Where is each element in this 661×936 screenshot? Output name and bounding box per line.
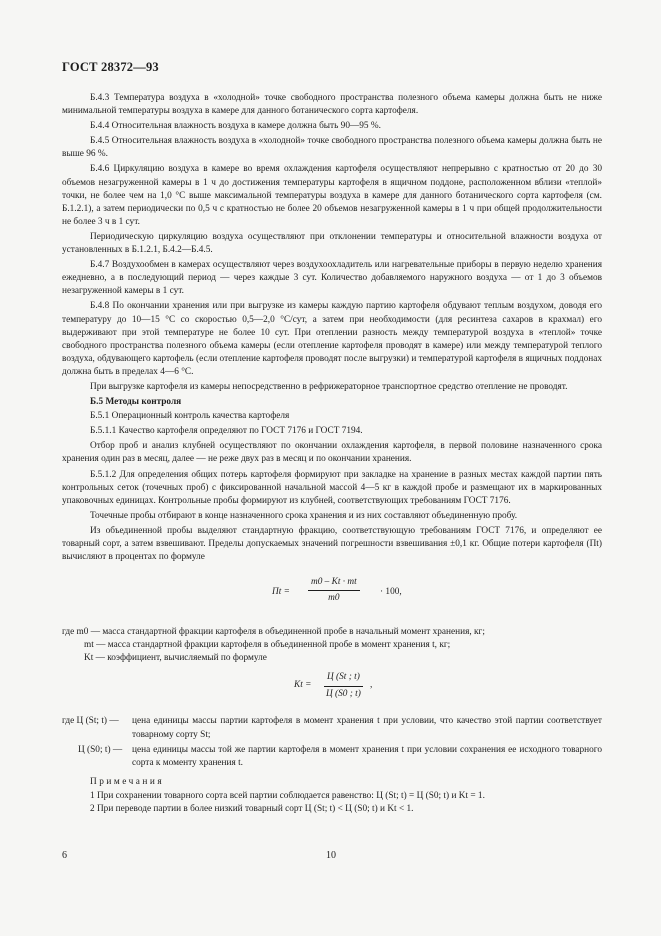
definition-line: Kt — коэффициент, вычисляемый по формуле	[84, 653, 267, 664]
where-block-2	[62, 715, 602, 769]
note-item: 1 При сохранении товарного сорта всей партии соблюдается равенство: Ц (St; t) = Ц (S0; t) и Kt = 1.	[90, 790, 485, 801]
page-body	[62, 92, 602, 816]
definition-symbol: где Ц (St; t) —	[62, 716, 119, 727]
formula-lhs: Пt =	[272, 587, 290, 598]
formula-fraction	[308, 576, 360, 605]
note-item: 2 При переводе партии в более низкий товарный сорт Ц (St; t) < Ц (S0; t) и Kt < 1.	[90, 804, 414, 815]
paragraph: Б.4.7 Воздухообмен в камерах осуществляют через воздухоохладитель или нагревательные приборы в первую неделю хранения ежедневно, а в последующий период — через каждые 3 сут. Количество добавляемого наружного воздуха — от 1 до 3 объемов незагруженной камеры в 1 сут.	[62, 260, 602, 297]
paragraph: Периодическую циркуляцию воздуха осуществляют при отклонении температуры и относительной влажности воздуха от установленных в Б.1.2.1, Б.4.2—Б.4.5.	[62, 231, 602, 256]
formula-numerator: m0 – Kt · mt	[308, 576, 360, 591]
definition-line: где m0 — масса стандартной фракции картофеля в объединенной пробе в начальный момент хранения, кг;	[62, 627, 485, 638]
paragraph: Б.4.4 Относительная влажность воздуха в камере должна быть 90—95 %.	[90, 121, 381, 132]
definition-line	[62, 744, 602, 770]
formula-coefficient	[62, 669, 602, 705]
paragraph: Точечные пробы отбирают в конце назначенного срока хранения и из них составляют объединенную пробу.	[90, 510, 518, 521]
paragraph: Б.4.3 Температура воздуха в «холодной» точке свободного пространства полезного объема камеры должна быть не ниже минимальной температуры воздуха в камере для данного ботанического сорта картофеля.	[62, 93, 602, 117]
formula-tail: · 100,	[380, 587, 402, 598]
document-header: ГОСТ 28372—93	[62, 60, 159, 74]
notes-title: Примечания	[90, 776, 165, 787]
definition-text: цена единицы массы той же партии картофеля в момент хранения t при условии сохранения ее исходного товарного сорта к моменту хранения t.	[132, 744, 602, 768]
paragraph: Б.4.8 По окончании хранения или при выгрузке из камеры каждую партию картофеля обдувают теплым воздухом, доводя его температуру до 10—15 °С со скоростью 0,5—2,0 °С/сут, а затем при необходимости (для ресинтеза сахаров в крахмал) его выдерживают при этой температуре не более 10 сут. При отеплении разность между температурой воздуха в «теплой» точке свободного пространства полезного объема камеры (если отепление картофеля проводят в камере) или между температурой теплого воздуха, обдувающего картофель (если отепление картофеля проводят после выгрузки) и температурой картофеля в ящичных поддонах должна быть в пределах 4—6 °С.	[62, 301, 602, 377]
formula-denominator: Ц (S0 ; t)	[325, 688, 361, 699]
paragraph: Из объединенной пробы выделяют стандартную фракцию, соответствующую требованиям ГОСТ 7176, и определяют ее товарный сорт, а затем взвешивают. Пределы допускаемых значений погрешности взвешивания ±0,1 кг. Общие потери картофеля (Пt) вычисляют в процентах по формуле	[62, 525, 602, 563]
paragraph: Б.4.5 Относительная влажность воздуха в «холодной» точке свободного пространства полезного объема камеры должна быть не выше 96 %.	[62, 136, 602, 160]
page-number-left: 6	[62, 850, 67, 861]
paragraph: Б.5.1.2 Для определения общих потерь картофеля формируют при закладке на хранение в разных местах каждой партии пять контрольных сеток (точечных проб) с фиксированной начальной массой 4—5 кг в каждой пробе и размещают их в маркированных упаковочных единицах. Контрольные пробы формируют из клубней, соответствующих требованиям ГОСТ 7176.	[62, 469, 602, 506]
definition-line: mt — масса стандартной фракции картофеля в объединенной пробе в момент хранения t, кг;	[84, 640, 451, 651]
formula-tail: ,	[370, 680, 373, 691]
paragraph: При выгрузке картофеля из камеры непосредственно в рефрижераторное транспортное средство отепление не проводят.	[90, 381, 568, 392]
formula-denominator: m0	[328, 593, 340, 604]
formula-lhs: Kt =	[294, 680, 312, 691]
paragraph: Отбор проб и анализ клубней осуществляют по окончании охлаждения картофеля, в первой половине назначенного срока хранения один раз в месяц, далее — не реже двух раз в месяц и по окончании хранения.	[62, 441, 602, 465]
formula-numerator: Ц (St ; t)	[324, 671, 363, 686]
definition-text: цена единицы массы партии картофеля в момент хранения t при условии, что качество этой партии соответствует товарному сорту St;	[132, 716, 602, 740]
page-number-center: 10	[326, 850, 336, 861]
formula-fraction	[324, 671, 363, 700]
formula-losses	[62, 572, 602, 618]
paragraph: Б.5.1.1 Качество картофеля определяют по ГОСТ 7176 и ГОСТ 7194.	[90, 426, 363, 437]
definition-line	[62, 715, 602, 741]
where-block-1	[62, 626, 602, 665]
paragraph: Б.4.6 Циркуляцию воздуха в камере во время охлаждения картофеля осуществляют непрерывно с кратностью от 20 до 30 объемов незагруженной камеры в 1 ч до достижения температуры картофеля в ящичном поддоне, расположенном вблизи «теплой» точки, не более чем на 1,0 °С выше максимальной температуры воздуха в камере для данного ботанического сорта картофеля (см. Б.1.2.1), а затем периодически по 0,5 ч с кратностью не более 20 объемов незагруженной камеры в 1 ч при общей продолжительности не более 3 ч в 1 сут.	[62, 164, 602, 227]
paragraph: Б.5.1 Операционный контроль качества картофеля	[90, 411, 290, 422]
definition-symbol: Ц (S0; t) —	[78, 744, 123, 755]
section-heading: Б.5 Методы контроля	[90, 397, 182, 408]
